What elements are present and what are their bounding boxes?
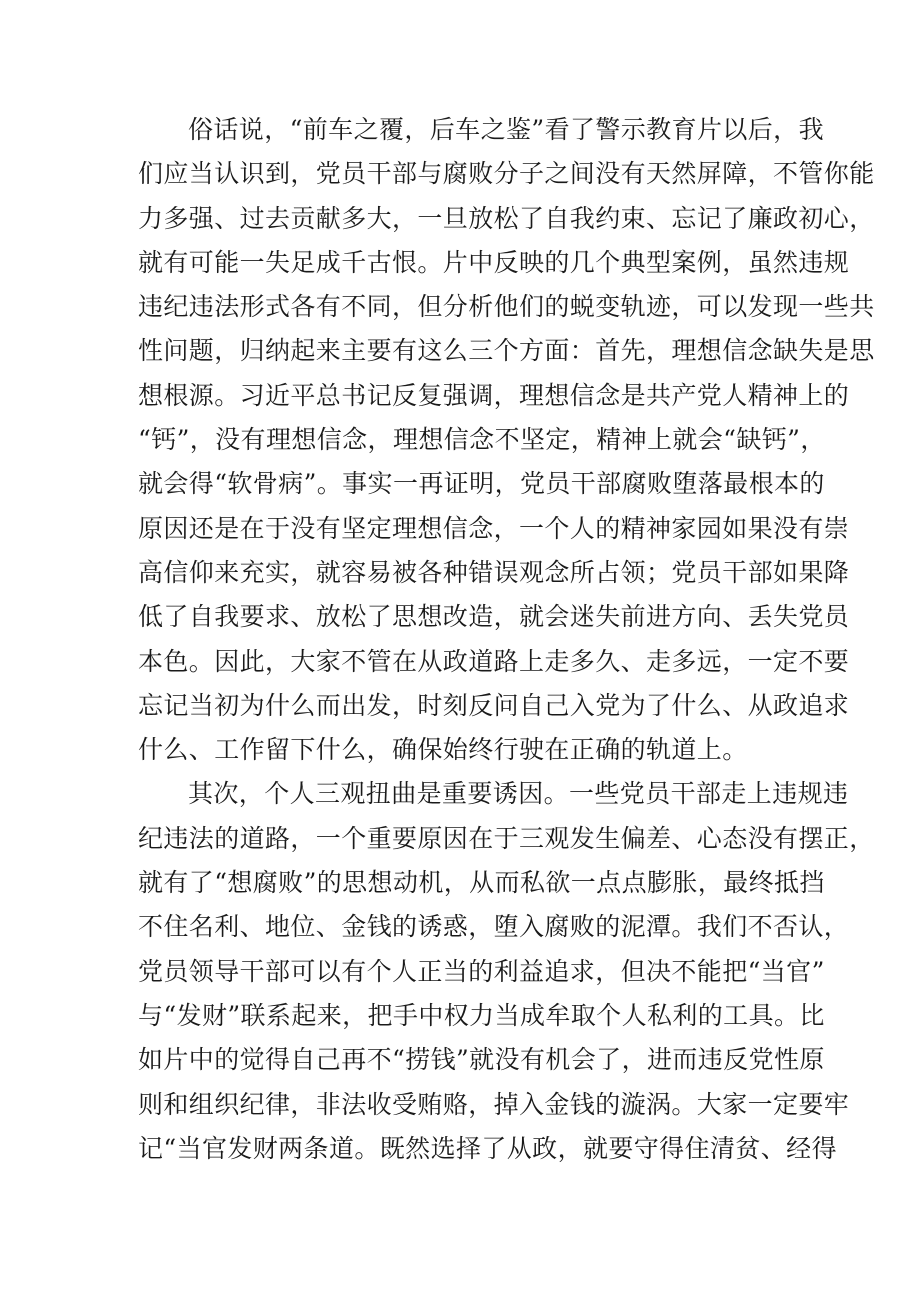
paragraph-1-line-1: 俗话说，“前车之覆，后车之鉴”看了警示教育片以后，我: [188, 115, 824, 144]
paragraph-1-line-12: 低了自我要求、放松了思想改造，就会迷失前进方向、丢失党员: [138, 602, 850, 632]
paragraph-1-line-13: 本色。因此，大家不管在从政道路上走多久、走多远，一定不要: [138, 646, 850, 676]
paragraph-1-line-10: 原因还是在于没有坚定理想信念，一个人的精神家园如果没有崇: [138, 513, 850, 543]
paragraph-2-line-9: 记“当官发财两条道。既然选择了从政，就要守得住清贫、经得: [138, 1133, 837, 1163]
paragraph-2-line-1: 其次，个人三观扭曲是重要诱因。一些党员干部走上违规违: [188, 779, 849, 809]
paragraph-2-line-5: 党员领导干部可以有个人正当的利益追求，但决不能把“当官”: [138, 956, 825, 986]
paragraph-2-line-4: 不住名利、地位、金钱的诱惑，堕入腐败的泥潭。我们不否认，: [138, 912, 850, 942]
paragraph-2-line-6: 与“发财”联系起来，把手中权力当成牟取个人私利的工具。比: [138, 1000, 825, 1030]
paragraph-1-line-6: 性问题，归纳起来主要有这么三个方面：首先，理想信念缺失是思: [138, 336, 875, 366]
paragraph-2-line-7: 如片中的觉得自己再不“捞钱”就没有机会了，进而违反党性原: [138, 1045, 825, 1075]
paragraph-1-line-14: 忘记当初为什么而出发，时刻反问自己入党为了什么、从政追求: [138, 690, 850, 720]
paragraph-2-line-8: 则和组织纪律，非法收受贿赂，掉入金钱的漩涡。大家一定要牢: [138, 1089, 850, 1119]
paragraph-1-line-11: 高信仰来充实，就容易被各种错误观念所占领；党员干部如果降: [138, 557, 850, 587]
paragraph-1-line-4: 就有可能一失足成千古恨。片中反映的几个典型案例，虽然违规: [138, 247, 850, 277]
paragraph-1-line-2: 们应当认识到，党员干部与腐败分子之间没有天然屏障，不管你能: [138, 159, 875, 189]
paragraph-1-line-5: 违纪违法形式各有不同，但分析他们的蜕变轨迹，可以发现一些共: [138, 292, 875, 322]
paragraph-1-line-8: “钙”，没有理想信念，理想信念不坚定，精神上就会“缺钙”，: [138, 425, 826, 455]
paragraph-1-line-7: 想根源。习近平总书记反复强调，理想信念是共产党人精神上的: [138, 380, 850, 410]
paragraph-2-line-2: 纪违法的道路，一个重要原因在于三观发生偏差、心态没有摆正，: [138, 823, 875, 853]
paragraph-1-line-15: 什么、工作留下什么，确保始终行驶在正确的轨道上。: [138, 735, 748, 765]
paragraph-1-line-3: 力多强、过去贡献多大，一旦放松了自我约束、忘记了廉政初心，: [138, 203, 875, 233]
paragraph-2-line-3: 就有了“想腐败”的思想动机，从而私欲一点点膨胀，最终抵挡: [138, 868, 825, 898]
paragraph-1-line-9: 就会得“软骨病”。事实一再证明，党员干部腐败堕落最根本的: [138, 469, 825, 499]
body-text: [138, 108, 875, 1171]
